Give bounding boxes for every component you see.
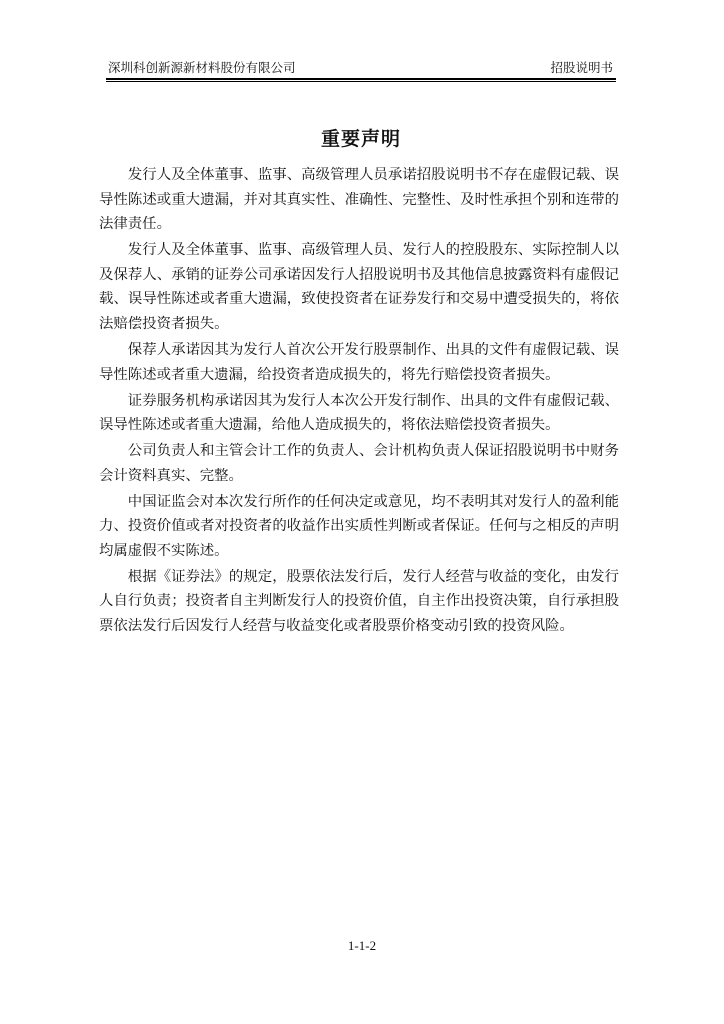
statement-paragraph: 发行人及全体董事、监事、高级管理人员、发行人的控股股东、实际控制人以及保荐人、承销的证券公司承诺因发行人招股说明书及其他信息披露资料有虚假记载、误导性陈述或者重大遗漏，致使投资者在证券发行和交易中遭受损失的，将依法赔偿投资者损失。 xyxy=(99,242,619,332)
header-rule-thin xyxy=(106,81,616,82)
header-company-name: 深圳科创新源新材料股份有限公司 xyxy=(108,60,296,75)
statement-paragraph: 证券服务机构承诺因其为发行人本次公开发行制作、出具的文件有虚假记载、误导性陈述或者重大遗漏，给他人造成损失的，将依法赔偿投资者损失。 xyxy=(99,392,619,434)
page-number: 1-1-2 xyxy=(347,938,377,953)
statement-body xyxy=(99,163,619,640)
statement-paragraph: 中国证监会对本次发行所作的任何决定或意见，均不表明其对发行人的盈利能力、投资价值或者对投资者的收益作出实质性判断或者保证。任何与之相反的声明均属虚假不实陈述。 xyxy=(99,493,619,559)
page-title: 重要声明 xyxy=(320,128,401,150)
page-header xyxy=(106,58,616,77)
statement-paragraph: 保荐人承诺因其为发行人首次公开发行股票制作、出具的文件有虚假记载、误导性陈述或者重大遗漏，给投资者造成损失的，将先行赔偿投资者损失。 xyxy=(99,341,619,383)
header-document-type: 招股说明书 xyxy=(550,60,613,75)
statement-paragraph: 根据《证券法》的规定，股票依法发行后，发行人经营与收益的变化，由发行人自行负责；投资者自主判断发行人的投资价值，自主作出投资决策，自行承担股票依法发行后因发行人经营与收益变化或者股票价格变动引致的投资风险。 xyxy=(99,568,619,635)
header-rule-thick xyxy=(106,78,616,80)
statement-paragraph: 发行人及全体董事、监事、高级管理人员承诺招股说明书不存在虚假记载、误导性陈述或重大遗漏，并对其真实性、准确性、完整性、及时性承担个别和连带的法律责任。 xyxy=(99,167,619,233)
statement-paragraph: 公司负责人和主管会计工作的负责人、会计机构负责人保证招股说明书中财务会计资料真实、完整。 xyxy=(99,443,619,484)
